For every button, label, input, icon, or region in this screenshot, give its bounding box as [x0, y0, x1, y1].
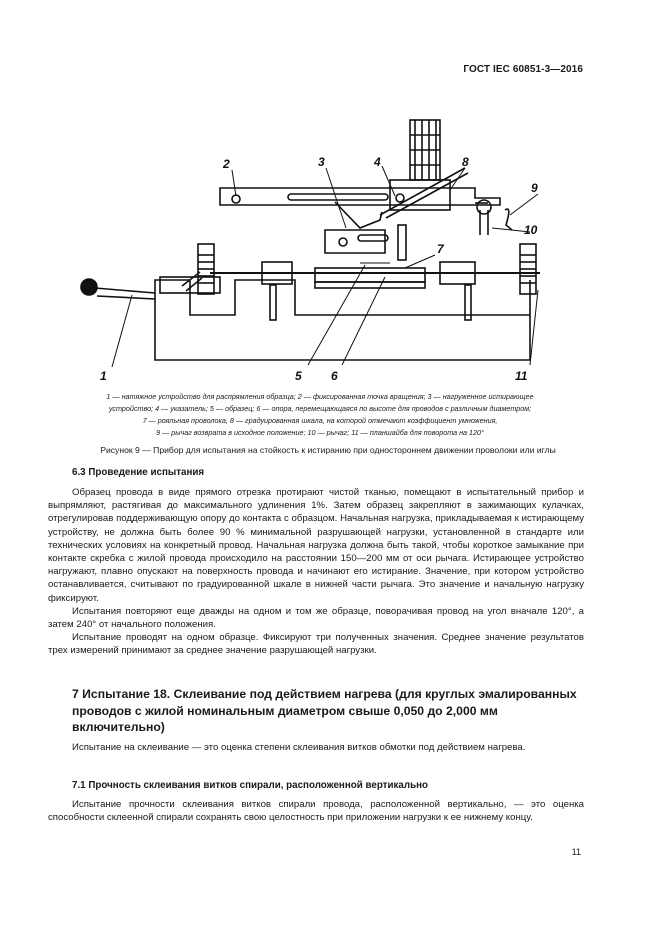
paragraph: Испытание проводят на одном образце. Фиксируют три полученных значения. Среднее значение результатов трех измерений принимают за среднее значение разрушающей нагрузки.	[48, 632, 584, 657]
legend-line: 7 — рояльная проволока, 8 — градуированная шкала, на которой отмечают коэффициент умножения,	[142, 416, 498, 425]
legend-line: 9 — рычаг возврата в исходное положение; 10 — рычаг; 11 — планшайба для поворота на 120°	[156, 428, 484, 437]
paragraph: Испытание прочности склеивания витков спирали провода, расположенной вертикально, — это оценка способности склеенной спирали сохранять свою целостность при приложении нагрузки к ее нижнему концу.	[48, 799, 584, 824]
section-7-body	[48, 741, 584, 754]
section-6-3-heading: 6.3 Проведение испытания	[72, 467, 205, 478]
callout-1: 1	[100, 369, 107, 383]
callout-5-8: 8	[462, 155, 469, 169]
figure-legend	[60, 391, 580, 439]
callout-11: 11	[515, 369, 528, 383]
callout-6: 6	[331, 369, 338, 383]
callout-10: 10	[524, 223, 538, 237]
paragraph: Испытание на склеивание — это оценка степени склеивания витков обмотки под действием нагрева.	[72, 742, 526, 753]
section-7-1-heading: 7.1 Прочность склеивания витков спирали, расположенной вертикально	[72, 780, 429, 791]
paragraph: Испытания повторяют еще дважды на одном и том же образце, поворачивая провод на угол вначале 120°, а затем 240° от начального положения.	[48, 605, 584, 631]
apparatus-drawing	[60, 110, 590, 390]
callout-4: 4	[374, 155, 381, 169]
figure-caption: Рисунок 9 — Прибор для испытания на стойкость к истиранию при одностороннем движении проволоки или иглы	[100, 445, 556, 455]
paragraph: Образец провода в виде прямого отрезка протирают чистой тканью, помещают в испытательный прибор и выпрямляют, растягивая до максимального удлинения 1%. Затем образец закрепляют в зажимающих кулачках, отрегулировав поддерживающую опору до контакта с образцом. Начальная нагрузка, прикладываемая к истирающему устройству, не должна быть более 90 % минимальной разрушающей нагрузки, установленной в стандарте или технических условиях на конкретный провод. Начальная нагрузка должна быть такой, чтобы короткое замыкание при контакте скребка с жилой провода происходило на расстоянии 150—200 мм от оси рычага. Истирающее устройство нагружают, плавно опускают на поверхность провода и начинают его истирание. Значение, при котором устройство останавливается, считывают по градуированной шкале в нижней части рычага. Это значение и начальную нагрузку фиксируют.	[48, 487, 584, 604]
section-7-1-body	[48, 798, 584, 824]
callout-5: 5	[295, 369, 302, 383]
callout-9: 9	[531, 181, 538, 195]
document-code: ГОСТ IEC 60851-3—2016	[463, 64, 583, 75]
callout-2: 2	[223, 157, 230, 171]
page-number: 11	[571, 847, 581, 857]
section-6-3-body	[48, 486, 584, 658]
legend-line: 1 — натяжное устройство для распрямления образца; 2 — фиксированная точка вращения; 3 — нагруженное истирающее	[106, 392, 534, 401]
apparatus-figure	[60, 110, 590, 390]
legend-line: устройство; 4 — указатель; 5 — образец; 6 — опора, перемещающаяся по высоте для проводов с различным диаметром;	[108, 404, 532, 413]
callout-7: 7	[437, 242, 444, 256]
callout-3: 3	[318, 155, 325, 169]
section-7-heading: 7 Испытание 18. Склеивание под действием нагрева (для круглых эмалированных проводов с жилой номинальным диаметром свыше 0,050 до 2,000 мм включительно)	[72, 687, 577, 734]
